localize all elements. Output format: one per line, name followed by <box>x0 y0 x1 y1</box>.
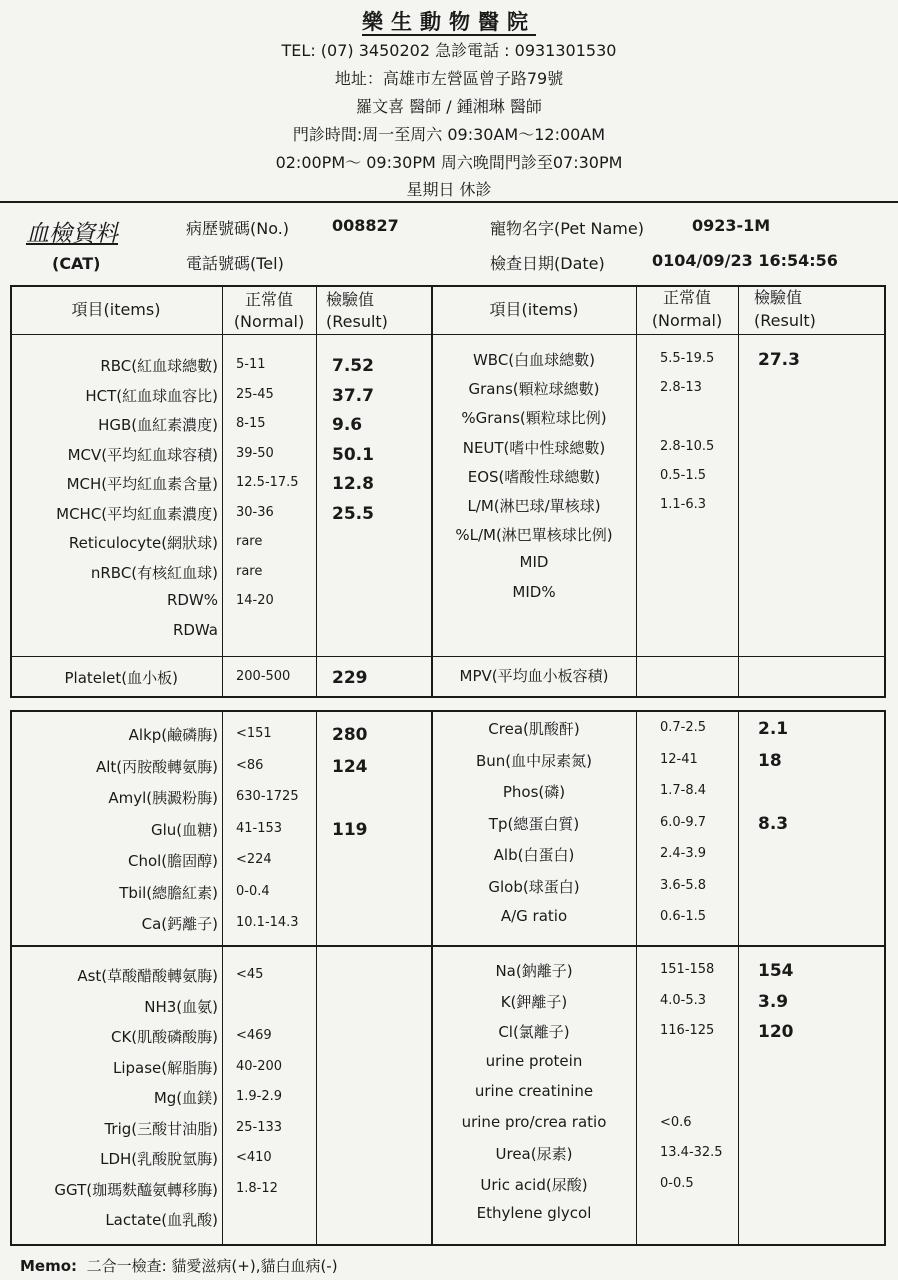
test-result: 3.9 <box>758 991 789 1012</box>
test-normal-range: <0.6 <box>660 1114 692 1130</box>
test-normal-range: 13.4-32.5 <box>660 1145 723 1160</box>
clinic-hours-3: 星期日 休診 <box>406 180 492 199</box>
test-result: 37.7 <box>332 385 374 406</box>
test-name: HCT(紅血球血容比) <box>85 386 218 405</box>
memo <box>20 1255 338 1276</box>
test-name: RBC(紅血球總數) <box>100 357 218 375</box>
test-name: HGB(血紅素濃度) <box>98 416 218 434</box>
report-title: 血檢資料 <box>26 221 118 247</box>
species-label: (CAT) <box>52 254 101 273</box>
test-name: L/M(淋巴球/單核球) <box>467 497 601 515</box>
test-name: urine creatinine <box>474 1082 594 1100</box>
clinic-hours-1: 門診時間:周一至周六 09:30AM～12:00AM <box>292 125 606 144</box>
clinic-address: 地址：高雄市左營區曾子路79號 <box>334 69 564 88</box>
test-name: Uric acid(尿酸) <box>480 1175 588 1194</box>
test-normal-range: 5.5-19.5 <box>660 351 715 366</box>
test-normal-range: 14-20 <box>236 593 274 608</box>
clinic-name: 樂生動物醫院 <box>362 10 536 34</box>
test-name: NEUT(嗜中性球總數) <box>462 438 606 457</box>
test-normal-range: 0.6-1.5 <box>660 909 707 924</box>
test-name: Alkp(鹼磷脢) <box>128 726 218 744</box>
col-normal-left-2: (Normal) <box>233 312 305 331</box>
test-normal-range: 6.0-9.7 <box>660 814 707 830</box>
col-result-right-1: 檢驗值 <box>754 288 803 307</box>
test-name: Phos(磷) <box>502 783 566 801</box>
test-result: 154 <box>758 961 794 981</box>
test-normal-range: 2.8-13 <box>660 380 702 396</box>
test-normal-range: 151-158 <box>660 962 715 977</box>
test-name: Chol(膽固醇) <box>127 852 218 870</box>
test-name: WBC(白血球總數) <box>472 351 596 369</box>
test-name: Mg(血鎂) <box>153 1089 218 1107</box>
test-name: Amyl(胰澱粉脢) <box>108 789 218 807</box>
test-name: CK(肌酸磷酸脢) <box>110 1028 218 1046</box>
test-name: Tp(總蛋白質) <box>488 814 580 833</box>
test-name: Grans(顆粒球總數) <box>468 380 600 399</box>
test-normal-range: 41-153 <box>236 820 283 836</box>
test-name: K(鉀離子) <box>500 992 568 1011</box>
test-result: 119 <box>332 819 368 840</box>
tel-label: 電話號碼(Tel) <box>186 254 284 273</box>
date-value: 0104/09/23 16:54:56 <box>652 251 838 270</box>
test-normal-range: 8-15 <box>236 416 266 431</box>
date-label: 檢查日期(Date) <box>490 254 605 273</box>
test-normal-range: 4.0-5.3 <box>660 992 707 1008</box>
test-normal-range: 116-125 <box>660 1023 715 1038</box>
clinic-hours-2: 02:00PM～ 09:30PM 周六晚間門診至07:30PM <box>275 153 623 172</box>
test-normal-range: 3.6-5.8 <box>660 877 707 893</box>
test-normal-range: <86 <box>236 757 264 773</box>
test-normal-range: <151 <box>236 726 272 741</box>
test-result: 2.1 <box>758 719 789 739</box>
test-name: LDH(乳酸脫氫脢) <box>100 1150 218 1168</box>
test-normal-range: rare <box>236 534 263 549</box>
col-normal-right-1: 正常值 <box>662 288 711 307</box>
header-divider <box>0 201 898 203</box>
test-name: Tbil(總膽紅素) <box>119 883 218 902</box>
test-normal-range: rare <box>236 563 263 579</box>
test-normal-range: <224 <box>236 852 272 867</box>
test-name: %L/M(淋巴單核球比例) <box>455 526 613 545</box>
test-normal-range: 1.8-12 <box>236 1180 278 1196</box>
test-normal-range: 2.4-3.9 <box>660 846 707 861</box>
col-divider <box>431 285 433 698</box>
memo-label: Memo: <box>20 1257 78 1275</box>
test-normal-range: 40-200 <box>236 1058 283 1074</box>
col-divider <box>222 285 223 698</box>
test-normal-range: 5-11 <box>236 357 266 372</box>
test-name: Trig(三酸甘油脂) <box>104 1119 218 1138</box>
test-name: urine protein <box>485 1051 583 1070</box>
test-name: NH3(血氨) <box>144 997 218 1016</box>
col-normal-right-2: (Normal) <box>651 311 723 330</box>
test-result: 12.8 <box>332 474 374 494</box>
col-divider <box>431 710 433 1246</box>
col-items-right: 項目(items) <box>489 300 579 319</box>
test-name: RDWa <box>172 620 218 639</box>
col-divider <box>738 285 739 698</box>
test-name: Glu(血糖) <box>150 820 218 839</box>
record-no-label: 病歷號碼(No.) <box>186 219 290 238</box>
test-name: Lactate(血乳酸) <box>105 1211 218 1229</box>
test-name: Ethylene glycol <box>476 1204 592 1222</box>
test-normal-range: 0.5-1.5 <box>660 467 707 483</box>
test-normal-range: 1.7-8.4 <box>660 783 707 798</box>
test-normal-range: 2.8-10.5 <box>660 438 715 454</box>
test-normal-range: <469 <box>236 1028 272 1043</box>
test-name: MID% <box>512 582 556 601</box>
test-result: 50.1 <box>332 444 374 465</box>
test-name: Ast(草酸醋酸轉氨脢) <box>77 967 218 985</box>
col-divider <box>222 710 223 1246</box>
test-name: Lipase(解脂脢) <box>113 1058 218 1077</box>
test-name: EOS(嗜酸性球總數) <box>467 467 601 486</box>
clinic-doctors: 羅文喜 醫師 / 鍾湘琳 醫師 <box>356 97 542 116</box>
col-result-left-2: (Result) <box>326 312 388 331</box>
test-normal-range: 12.5-17.5 <box>236 475 299 490</box>
test-result: 8.3 <box>758 813 789 834</box>
test-normal-range: 0-0.5 <box>660 1175 694 1191</box>
test-result: 25.5 <box>332 503 374 524</box>
col-divider <box>316 710 317 1246</box>
test-name: Reticulocyte(網狀球) <box>68 534 218 552</box>
test-normal-range: 1.9-2.9 <box>236 1089 283 1104</box>
test-name: Na(鈉離子) <box>495 962 573 980</box>
clinic-phone: TEL: (07) 3450202 急診電話 : 0931301530 <box>281 41 617 60</box>
test-normal-range: 39-50 <box>236 445 274 461</box>
mpv-name: MPV(平均血小板容積) <box>459 667 609 685</box>
test-normal-range: <410 <box>236 1150 272 1165</box>
test-result: 27.3 <box>758 350 800 370</box>
test-normal-range: 0.7-2.5 <box>660 720 707 735</box>
test-name: RDW% <box>166 591 218 609</box>
test-name: MID <box>519 553 549 572</box>
col-divider <box>316 285 317 698</box>
test-result: 124 <box>332 756 368 777</box>
test-normal-range: <45 <box>236 967 264 982</box>
test-result: 280 <box>332 725 368 745</box>
col-divider <box>636 285 637 698</box>
col-divider <box>636 710 637 1246</box>
platelet-rule <box>10 656 886 657</box>
test-name: MCHC(平均紅血素濃度) <box>56 504 218 523</box>
test-normal-range: 10.1-14.3 <box>236 915 299 930</box>
test-name: Bun(血中尿素氮) <box>475 751 592 770</box>
test-result: 18 <box>758 750 782 771</box>
test-name: Glob(球蛋白) <box>488 877 580 896</box>
test-name: Alb(白蛋白) <box>493 846 575 864</box>
test-result: 120 <box>758 1022 794 1042</box>
pet-name-value: 0923-1M <box>692 216 771 235</box>
test-name: Ca(鈣離子) <box>141 915 218 933</box>
test-name: A/G ratio <box>500 907 568 925</box>
test-name: Crea(肌酸酐) <box>488 720 580 738</box>
test-name: Urea(尿素) <box>495 1145 573 1163</box>
chem-section-rule <box>10 945 886 947</box>
test-normal-range: 25-45 <box>236 386 274 402</box>
test-name: MCV(平均紅血球容積) <box>67 445 218 464</box>
memo-text: 二合一檢查: 貓愛滋病(+),貓白血病(-) <box>86 1257 338 1275</box>
platelet-name: Platelet(血小板) <box>64 669 178 687</box>
test-result: 9.6 <box>332 415 363 435</box>
test-normal-range: 0-0.4 <box>236 883 270 899</box>
test-name: urine pro/crea ratio <box>461 1112 607 1131</box>
test-name: Alt(丙胺酸轉氨脢) <box>95 757 218 776</box>
test-name: %Grans(顆粒球比例) <box>461 409 607 428</box>
test-normal-range: 12-41 <box>660 751 698 767</box>
test-normal-range: 30-36 <box>236 504 274 520</box>
cbc-header-rule <box>10 334 886 335</box>
test-name: MCH(平均紅血素含量) <box>66 475 218 493</box>
platelet-normal: 200-500 <box>236 669 291 684</box>
record-no-value: 008827 <box>332 216 399 235</box>
platelet-result: 229 <box>332 668 368 688</box>
col-result-left-1: 檢驗值 <box>326 290 375 309</box>
test-normal-range: 25-133 <box>236 1119 283 1135</box>
col-items-left: 項目(items) <box>71 300 161 319</box>
pet-name-label: 寵物名字(Pet Name) <box>490 219 644 238</box>
test-normal-range: 1.1-6.3 <box>660 497 707 512</box>
test-normal-range: 630-1725 <box>236 789 299 804</box>
col-normal-left-1: 正常值 <box>244 290 293 309</box>
col-divider <box>738 710 739 1246</box>
test-name: GGT(珈瑪麩醯氨轉移脢) <box>54 1180 218 1199</box>
test-name: Cl(氯離子) <box>498 1023 570 1041</box>
col-result-right-2: (Result) <box>754 311 816 330</box>
test-name: nRBC(有核紅血球) <box>90 563 218 582</box>
test-result: 7.52 <box>332 356 374 376</box>
